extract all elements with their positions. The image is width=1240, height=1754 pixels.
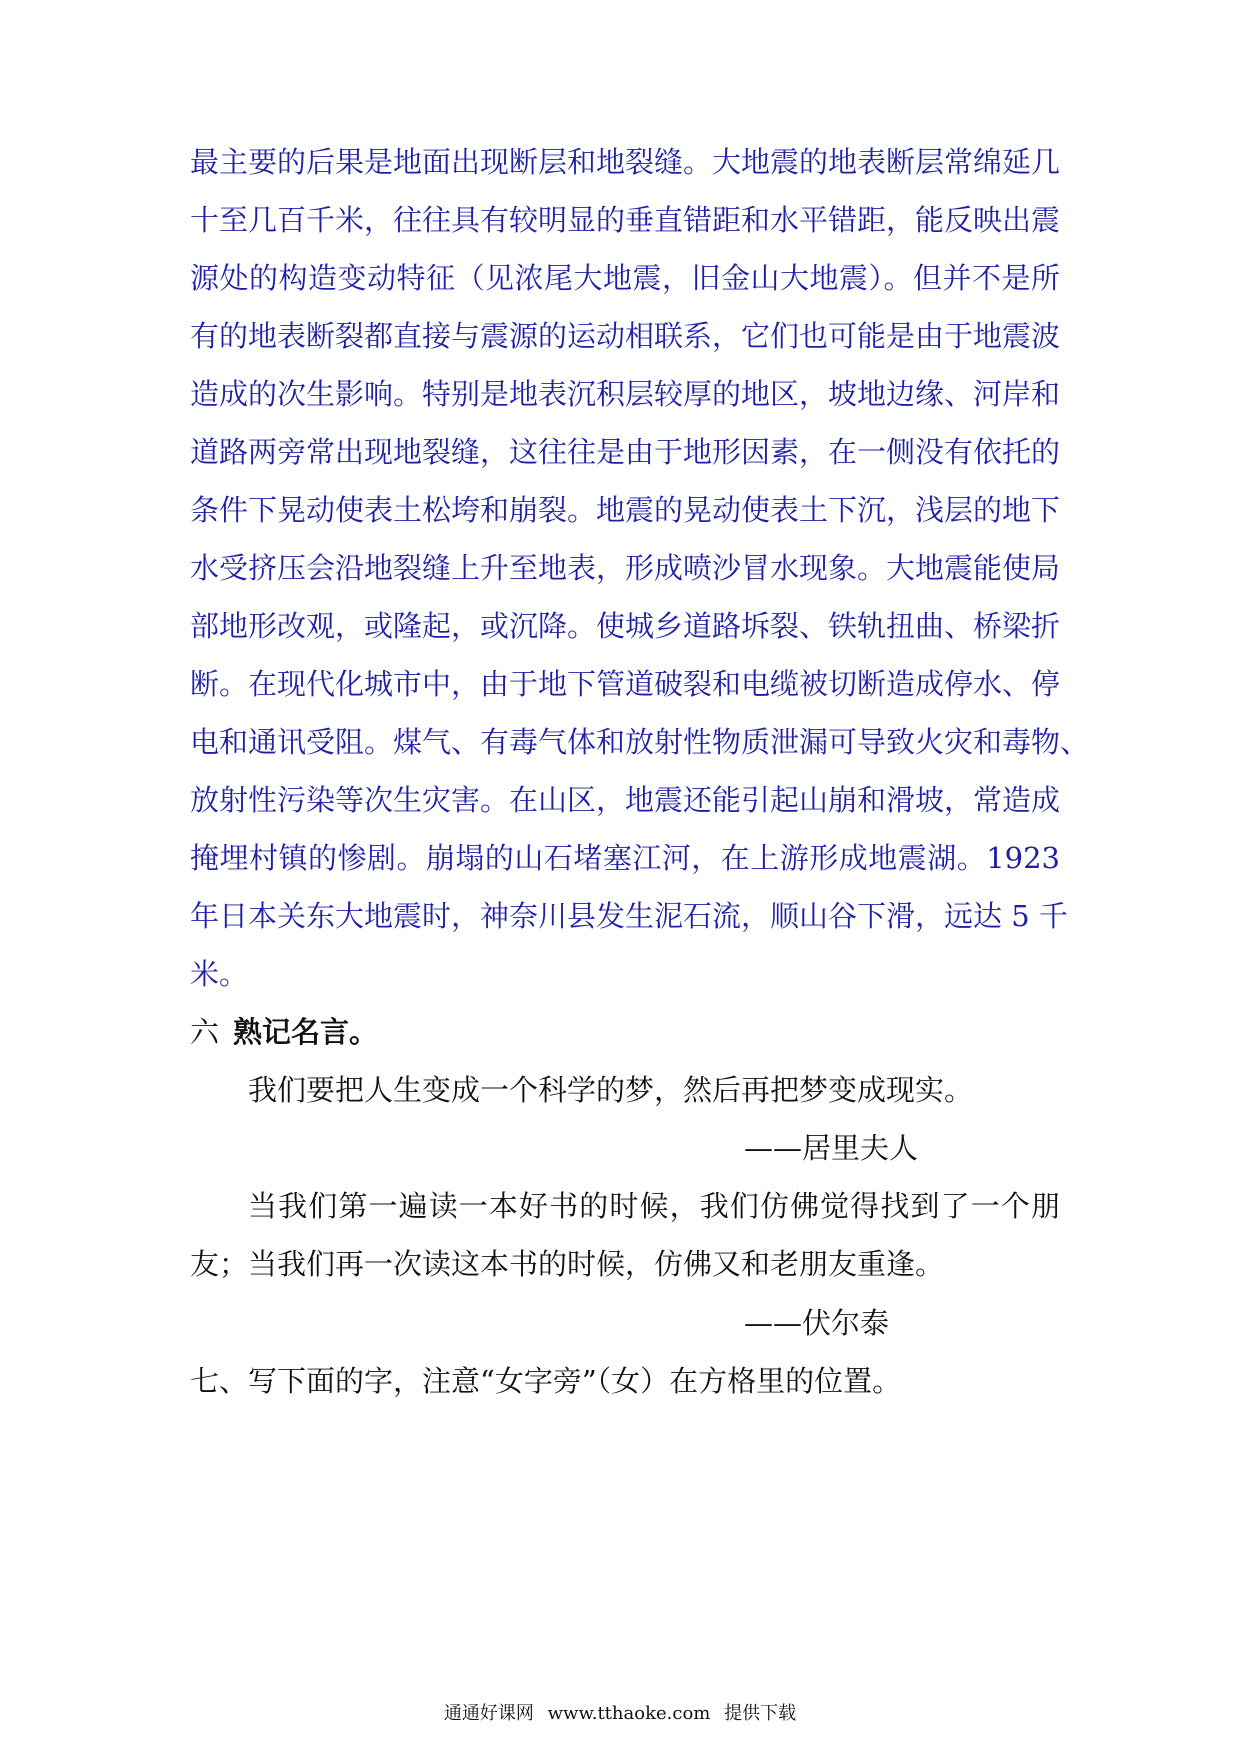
- quote-1-author: ——居里夫人: [744, 1131, 919, 1165]
- footer-suffix: 提供下载: [724, 1703, 797, 1724]
- passage-line: 放射性污染等次生灾害。在山区，地震还能引起山崩和滑坡，常造成: [190, 783, 1061, 817]
- passage-line: 道路两旁常出现地裂缝，这往往是由于地形因素，在一侧没有依托的: [190, 435, 1061, 469]
- quote-2-author: ——伏尔泰: [744, 1306, 890, 1340]
- section-7-instruction: 七、写下面的字，注意“女字旁”（女）在方格里的位置。: [190, 1364, 902, 1398]
- passage-line: 十至几百千米，往往具有较明显的垂直错距和水平错距，能反映出震: [190, 203, 1061, 237]
- section-6-heading: [190, 1012, 1060, 1052]
- passage-line: 造成的次生影响。特别是地表沉积层较厚的地区，坡地边缘、河岸和: [190, 377, 1061, 411]
- section-6-number: 六: [190, 1015, 220, 1049]
- section-6-title: 熟记名言。: [233, 1015, 379, 1049]
- footer-url[interactable]: www.tthaoke.com: [547, 1703, 711, 1724]
- passage-line: 掩埋村镇的惨剧。崩塌的山石堵塞江河，在上游形成地震湖。1923: [190, 841, 1060, 875]
- quote-2-line-1: 当我们第一遍读一本好书的时候，我们仿佛觉得找到了一个朋: [248, 1189, 1060, 1223]
- quote-1-text: 我们要把人生变成一个科学的梦，然后再把梦变成现实。: [248, 1073, 974, 1107]
- passage-line: 年日本关东大地震时，神奈川县发生泥石流，顺山谷下滑，远达 5 千: [190, 899, 1068, 933]
- passage-line: 部地形改观，或隆起，或沉降。使城乡道路坼裂、铁轨扭曲、桥梁折: [190, 609, 1061, 643]
- passage-line: 断。在现代化城市中，由于地下管道破裂和电缆被切断造成停水、停: [190, 667, 1061, 701]
- passage-line: 米。: [190, 957, 249, 991]
- passage-line: 水受挤压会沿地裂缝上升至地表，形成喷沙冒水现象。大地震能使局: [190, 551, 1061, 585]
- passage-line: 条件下晃动使表土松垮和崩裂。地震的晃动使表土下沉，浅层的地下: [190, 493, 1061, 527]
- footer-site-name: 通通好课网: [443, 1703, 534, 1724]
- page-footer: [0, 1702, 1240, 1726]
- passage-line: 源处的构造变动特征（见浓尾大地震，旧金山大地震）。但并不是所: [190, 261, 1060, 295]
- passage-line: 有的地表断裂都直接与震源的运动相联系，它们也可能是由于地震波: [190, 319, 1061, 353]
- quote-2-line-2: 友；当我们再一次读这本书的时候，仿佛又和老朋友重逢。: [190, 1247, 945, 1281]
- passage-line: 电和通讯受阻。煤气、有毒气体和放射性物质泄漏可导致火灾和毒物、: [190, 725, 1090, 759]
- passage-line: 最主要的后果是地面出现断层和地裂缝。大地震的地表断层常绵延几: [190, 145, 1061, 179]
